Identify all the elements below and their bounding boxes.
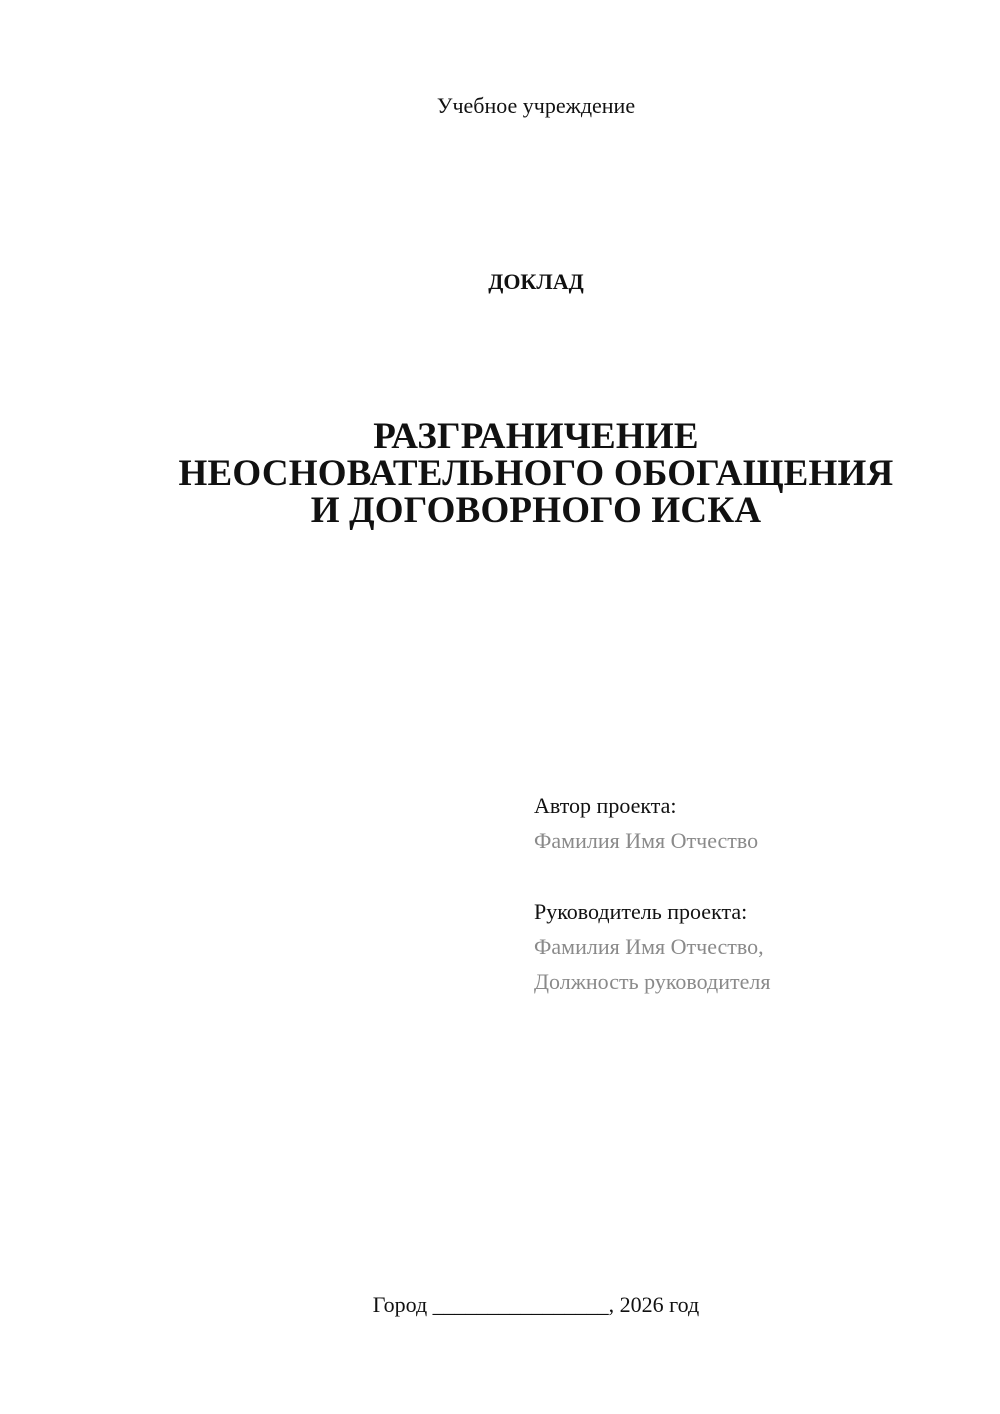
supervisor-name: Фамилия Имя Отчество, xyxy=(534,934,764,959)
supervisor-label: Руководитель проекта: xyxy=(534,899,748,924)
document-type: ДОКЛАД xyxy=(488,269,584,294)
city-year-line: Город ________________, 2026 год xyxy=(372,1292,700,1317)
author-name: Фамилия Имя Отчество xyxy=(534,828,759,853)
document-title xyxy=(0,418,1000,529)
title-line-1: РАЗГРАНИЧЕНИЕ xyxy=(373,416,699,457)
credits-block xyxy=(534,788,974,999)
institution-name: Учебное учреждение xyxy=(436,93,636,118)
credits-spacer xyxy=(534,858,974,894)
author-label: Автор проекта: xyxy=(534,793,677,818)
title-line-2: НЕОСНОВАТЕЛЬНОГО ОБОГАЩЕНИЯ xyxy=(178,453,894,494)
title-line-3: И ДОГОВОРНОГО ИСКА xyxy=(310,490,762,531)
supervisor-position: Должность руководителя xyxy=(534,969,771,994)
